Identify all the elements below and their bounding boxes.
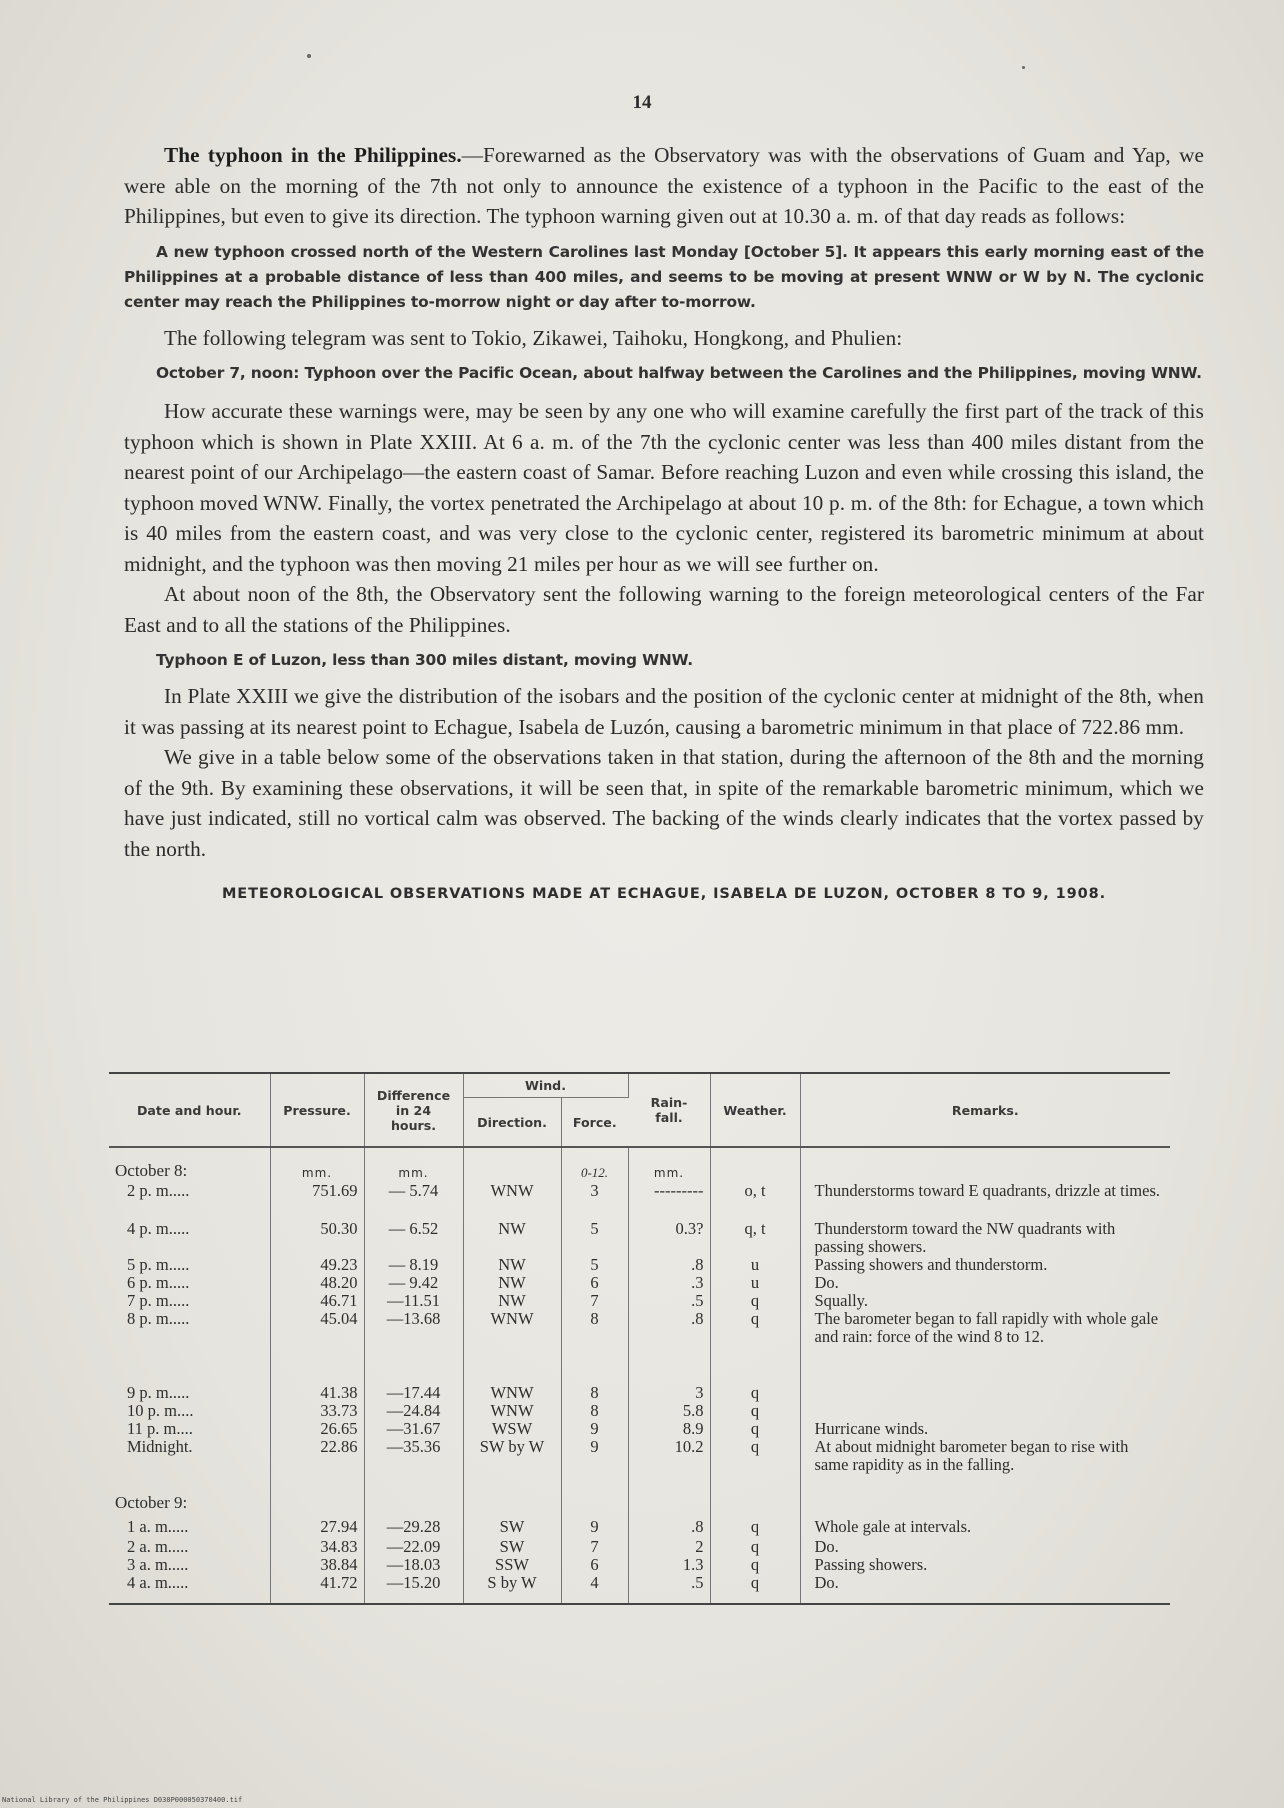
cell-diff: —22.09 bbox=[364, 1538, 463, 1556]
cell-rain: .5 bbox=[628, 1292, 710, 1310]
paragraph-text: —Forewarned as the Observatory was with the observations of Guam and Yap, we were able on the morning of the 7th not only to announce the existence of a typhoon in the Pacific to the east of the Philippines, but even to give its direction. The typhoon warning given out at 10.30 a. m. of that day reads as follows: bbox=[124, 143, 1205, 228]
telegram-quote: October 7, noon: Typhoon over the Pacific Ocean, about halfway between the Carolines and the Philippines, moving WNW. bbox=[156, 364, 1202, 382]
cell-remarks: Hurricane winds. bbox=[814, 1419, 929, 1438]
section-heading: The typhoon in the Philippines. bbox=[164, 143, 462, 167]
cell-remarks: Passing showers. bbox=[814, 1555, 928, 1574]
cell-dir: SW bbox=[463, 1538, 561, 1556]
cell-force: 8 bbox=[561, 1310, 628, 1384]
luzon-warning-quote: Typhoon E of Luzon, less than 300 miles distant, moving WNW. bbox=[156, 651, 693, 669]
cell-force: 6 bbox=[561, 1274, 628, 1292]
day-label-oct8: October 8: bbox=[109, 1147, 270, 1182]
cell-force: 7 bbox=[561, 1292, 628, 1310]
cell-diff: — 5.74 bbox=[364, 1182, 463, 1220]
units-row bbox=[109, 1147, 1170, 1182]
cell-hour: 1 a. m..... bbox=[109, 1518, 270, 1538]
table-row bbox=[109, 1274, 1170, 1292]
cell-dir: S by W bbox=[463, 1574, 561, 1604]
cell-hour: 7 p. m..... bbox=[109, 1292, 270, 1310]
cell-weather: q bbox=[710, 1402, 800, 1420]
cell-dir: NW bbox=[463, 1256, 561, 1274]
cell-hour: 10 p. m.... bbox=[109, 1402, 270, 1420]
cell-pressure: 27.94 bbox=[270, 1518, 364, 1538]
cell-weather: q bbox=[710, 1292, 800, 1310]
cell-pressure: 41.72 bbox=[270, 1574, 364, 1604]
cell-hour: 6 p. m..... bbox=[109, 1274, 270, 1292]
cell-pressure: 45.04 bbox=[270, 1310, 364, 1384]
table-row bbox=[109, 1384, 1170, 1402]
cell-dir: WNW bbox=[463, 1402, 561, 1420]
cell-rain: .3 bbox=[628, 1274, 710, 1292]
paragraph-plate: In Plate XXIII we give the distribution of the isobars and the position of the cyclonic center at midnight of the 8th, when it was passing at its nearest point to Echague, Isabela de Luzón, causing a barometric minimum in that place of 722.86 mm. bbox=[124, 684, 1204, 739]
cell-dir: NW bbox=[463, 1292, 561, 1310]
cell-pressure: 50.30 bbox=[270, 1220, 364, 1256]
cell-hour: 2 a. m..... bbox=[109, 1538, 270, 1556]
cell-remarks: Do. bbox=[814, 1537, 839, 1556]
cell-rain: .5 bbox=[628, 1574, 710, 1604]
cell-hour: 4 a. m..... bbox=[109, 1574, 270, 1604]
cell-remarks bbox=[800, 1384, 1170, 1402]
paragraph-observations: We give in a table below some of the observations taken in that station, during the afternoon of the 8th and the morning of the 9th. By examining these observations, it will be seen that, in spite of the remarkable barometric minimum, which we have just indicated, still no vortical calm was observed. The backing of the winds clearly indicates that the vortex passed by the north. bbox=[124, 745, 1204, 861]
table-row bbox=[109, 1420, 1170, 1438]
cell-hour: 11 p. m.... bbox=[109, 1420, 270, 1438]
cell-weather: q bbox=[710, 1538, 800, 1556]
cell-rain: .8 bbox=[628, 1518, 710, 1538]
cell-rain: 5.8 bbox=[628, 1402, 710, 1420]
cell-dir: NW bbox=[463, 1220, 561, 1256]
cell-rain: --------- bbox=[628, 1182, 710, 1220]
header-date: Date and hour. bbox=[109, 1073, 270, 1147]
cell-diff: —24.84 bbox=[364, 1402, 463, 1420]
cell-force: 5 bbox=[561, 1220, 628, 1256]
table-row bbox=[109, 1518, 1170, 1538]
cell-force: 4 bbox=[561, 1574, 628, 1604]
cell-pressure: 48.20 bbox=[270, 1274, 364, 1292]
day-row bbox=[109, 1494, 1170, 1518]
cell-hour: 5 p. m..... bbox=[109, 1256, 270, 1274]
paragraph-telegram-intro: The following telegram was sent to Tokio, Zikawei, Taihoku, Hongkong, and Phulien: bbox=[164, 325, 903, 350]
cell-remarks: Whole gale at intervals. bbox=[814, 1517, 972, 1536]
table-title: METEOROLOGICAL OBSERVATIONS MADE AT ECHAGUE, ISABELA DE LUZON, OCTOBER 8 TO 9, 1908. bbox=[221, 886, 1107, 902]
cell-hour: 8 p. m..... bbox=[109, 1310, 270, 1384]
cell-diff: —13.68 bbox=[364, 1310, 463, 1384]
cell-remarks: The barometer began to fall rapidly with whole gale and rain: force of the wind 8 to 12. bbox=[814, 1309, 1159, 1346]
table-row bbox=[109, 1538, 1170, 1556]
paper-speck bbox=[1022, 66, 1025, 69]
cell-weather: q bbox=[710, 1556, 800, 1574]
header-remarks: Remarks. bbox=[800, 1073, 1170, 1147]
cell-rain: 2 bbox=[628, 1538, 710, 1556]
day-label-oct9: October 9: bbox=[109, 1494, 270, 1518]
cell-dir: SW bbox=[463, 1518, 561, 1538]
cell-weather: u bbox=[710, 1274, 800, 1292]
footer-caption: National Library of the Philippines D030P000050370400.tif bbox=[2, 1796, 243, 1804]
cell-rain: .8 bbox=[628, 1256, 710, 1274]
cell-pressure: 22.86 bbox=[270, 1438, 364, 1494]
cell-diff: —35.36 bbox=[364, 1438, 463, 1494]
cell-rain: 0.3? bbox=[628, 1220, 710, 1256]
cell-weather: q, t bbox=[710, 1220, 800, 1256]
cell-rain: 1.3 bbox=[628, 1556, 710, 1574]
cell-force: 8 bbox=[561, 1384, 628, 1402]
header-pressure: Pressure. bbox=[270, 1073, 364, 1147]
cell-dir: WNW bbox=[463, 1384, 561, 1402]
header-direction: Direction. bbox=[463, 1098, 561, 1148]
cell-rain: 3 bbox=[628, 1384, 710, 1402]
table-row bbox=[109, 1310, 1170, 1384]
paragraph-typhoon-intro bbox=[124, 140, 1204, 232]
cell-dir: WNW bbox=[463, 1182, 561, 1220]
cell-force: 9 bbox=[561, 1438, 628, 1494]
cell-force: 9 bbox=[561, 1518, 628, 1538]
cell-pressure: 34.83 bbox=[270, 1538, 364, 1556]
unit-rainfall: mm. bbox=[628, 1147, 710, 1182]
cell-remarks: Passing showers and thunderstorm. bbox=[814, 1255, 1048, 1274]
table-row bbox=[109, 1574, 1170, 1604]
header-difference: Difference in 24 hours. bbox=[364, 1073, 463, 1147]
header-rainfall: Rain-fall. bbox=[628, 1073, 710, 1147]
table-row bbox=[109, 1182, 1170, 1220]
cell-remarks: Squally. bbox=[814, 1291, 868, 1310]
table-row bbox=[109, 1402, 1170, 1420]
cell-pressure: 49.23 bbox=[270, 1256, 364, 1274]
unit-difference: mm. bbox=[364, 1147, 463, 1182]
cell-diff: —29.28 bbox=[364, 1518, 463, 1538]
table-row bbox=[109, 1438, 1170, 1494]
cell-hour: Midnight. bbox=[109, 1438, 270, 1494]
cell-weather: o, t bbox=[710, 1182, 800, 1220]
cell-hour: 3 a. m..... bbox=[109, 1556, 270, 1574]
cell-diff: — 6.52 bbox=[364, 1220, 463, 1256]
cell-diff: —15.20 bbox=[364, 1574, 463, 1604]
typhoon-warning-quote: A new typhoon crossed north of the Western Carolines last Monday [October 5]. It appears this early morning east of the Philippines at a probable distance of less than 400 miles, and seems to be moving at present WNW or W by N. The cyclonic center may reach the Philippines to-morrow night or day after to-morrow. bbox=[124, 242, 1204, 311]
table-row bbox=[109, 1220, 1170, 1256]
cell-pressure: 38.84 bbox=[270, 1556, 364, 1574]
header-weather: Weather. bbox=[710, 1073, 800, 1147]
table-row bbox=[109, 1292, 1170, 1310]
cell-force: 9 bbox=[561, 1420, 628, 1438]
cell-remarks: Thunderstorm toward the NW quadrants with passing showers. bbox=[814, 1219, 1116, 1256]
cell-pressure: 751.69 bbox=[270, 1182, 364, 1220]
cell-force: 6 bbox=[561, 1556, 628, 1574]
cell-pressure: 33.73 bbox=[270, 1402, 364, 1420]
cell-pressure: 41.38 bbox=[270, 1384, 364, 1402]
cell-dir: WNW bbox=[463, 1310, 561, 1384]
cell-weather: q bbox=[710, 1574, 800, 1604]
cell-weather: q bbox=[710, 1384, 800, 1402]
cell-dir: WSW bbox=[463, 1420, 561, 1438]
table-row bbox=[109, 1556, 1170, 1574]
paragraph-accuracy: How accurate these warnings were, may be seen by any one who will examine carefully the first part of the track of this typhoon which is shown in Plate XXIII. At 6 a. m. of the 7th the cyclonic center was less than 400 miles distant from the nearest point of our Archipelago—the eastern coast of Samar. Before reaching Luzon and even while crossing this island, the typhoon moved WNW. Finally, the vortex penetrated the Archipelago at about 10 p. m. of the 8th: for Echague, a town which is 40 miles from the eastern coast, and was very close to the cyclonic center, registered its barometric minimum at about midnight, and the typhoon was then moving 21 miles per hour as we will see further on. bbox=[124, 399, 1204, 576]
cell-pressure: 46.71 bbox=[270, 1292, 364, 1310]
cell-force: 5 bbox=[561, 1256, 628, 1274]
header-force: Force. bbox=[561, 1098, 628, 1148]
cell-diff: —17.44 bbox=[364, 1384, 463, 1402]
table-body bbox=[109, 1147, 1170, 1604]
cell-diff: — 9.42 bbox=[364, 1274, 463, 1292]
cell-force: 7 bbox=[561, 1538, 628, 1556]
paper-speck bbox=[307, 54, 311, 58]
cell-rain: 8.9 bbox=[628, 1420, 710, 1438]
cell-weather: q bbox=[710, 1420, 800, 1438]
cell-diff: —11.51 bbox=[364, 1292, 463, 1310]
cell-rain: 10.2 bbox=[628, 1438, 710, 1494]
unit-pressure: mm. bbox=[270, 1147, 364, 1182]
cell-diff: — 8.19 bbox=[364, 1256, 463, 1274]
body-text-block bbox=[124, 140, 1204, 902]
cell-force: 8 bbox=[561, 1402, 628, 1420]
cell-weather: q bbox=[710, 1518, 800, 1538]
table-row bbox=[109, 1256, 1170, 1274]
cell-pressure: 26.65 bbox=[270, 1420, 364, 1438]
unit-force: 0-12. bbox=[561, 1147, 628, 1182]
cell-hour: 9 p. m..... bbox=[109, 1384, 270, 1402]
cell-diff: —18.03 bbox=[364, 1556, 463, 1574]
cell-hour: 4 p. m..... bbox=[109, 1220, 270, 1256]
cell-dir: NW bbox=[463, 1274, 561, 1292]
paragraph-noon-warning: At about noon of the 8th, the Observatory sent the following warning to the foreign meteorological centers of the Far East and to all the stations of the Philippines. bbox=[124, 582, 1204, 637]
cell-remarks bbox=[800, 1402, 1170, 1420]
cell-weather: u bbox=[710, 1256, 800, 1274]
cell-remarks: At about midnight barometer began to rise with same rapidity as in the falling. bbox=[814, 1437, 1129, 1474]
observations-table bbox=[109, 1072, 1170, 1605]
cell-dir: SW by W bbox=[463, 1438, 561, 1494]
header-wind: Wind. bbox=[463, 1073, 628, 1098]
cell-remarks: Thunderstorms toward E quadrants, drizzle at times. bbox=[814, 1181, 1160, 1200]
page-number: 14 bbox=[632, 92, 652, 113]
cell-remarks: Do. bbox=[814, 1573, 839, 1592]
cell-diff: —31.67 bbox=[364, 1420, 463, 1438]
cell-weather: q bbox=[710, 1438, 800, 1494]
cell-rain: .8 bbox=[628, 1310, 710, 1384]
cell-hour: 2 p. m..... bbox=[109, 1182, 270, 1220]
cell-weather: q bbox=[710, 1310, 800, 1384]
cell-dir: SSW bbox=[463, 1556, 561, 1574]
cell-force: 3 bbox=[561, 1182, 628, 1220]
cell-remarks: Do. bbox=[814, 1273, 839, 1292]
